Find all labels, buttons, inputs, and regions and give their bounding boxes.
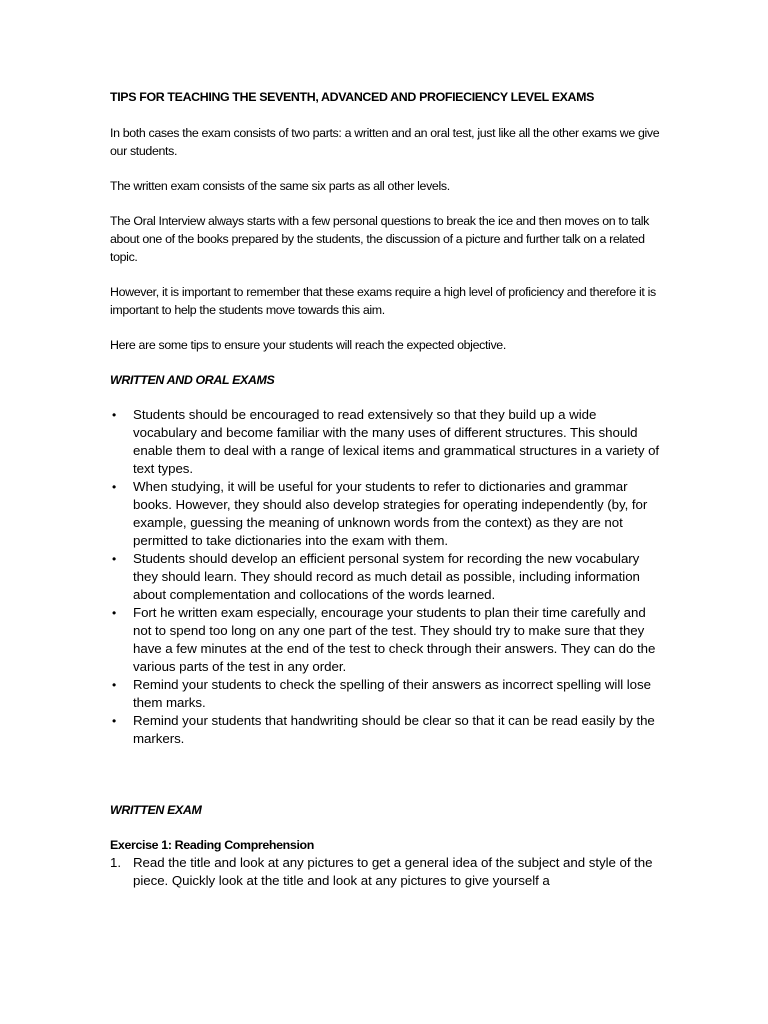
exercise-title: Exercise 1: Reading Comprehension xyxy=(110,838,314,852)
section-heading-written-oral: WRITTEN AND ORAL EXAMS xyxy=(110,373,275,387)
list-item-text: Students should be encouraged to read extensively so that they build up a wide vocabulary and become familiar with the many uses of different structures. This should enable them to deal with a range of lexical items and grammatical structures in a variety of text types. xyxy=(133,407,660,476)
paragraph-tips-intro: Here are some tips to ensure your students will reach the expected objective. xyxy=(110,338,506,352)
list-item-text: Remind your students that handwriting should be clear so that it can be read easily by the markers. xyxy=(133,713,655,746)
step-number: 1. xyxy=(110,855,121,870)
bullet-icon: • xyxy=(112,606,117,620)
paragraph-proficiency: However, it is important to remember that these exams require a high level of proficiency and therefore it is important to help the students move towards this aim. xyxy=(110,285,656,317)
list-item xyxy=(110,550,662,604)
bullet-icon: • xyxy=(112,408,117,422)
list-item-text: Remind your students to check the spelling of their answers as incorrect spelling will lose them marks. xyxy=(133,677,651,710)
bullet-icon: • xyxy=(112,678,117,692)
list-item xyxy=(110,478,662,550)
vertical-spacer xyxy=(110,748,662,801)
section-heading-written-exam: WRITTEN EXAM xyxy=(110,803,202,817)
list-item xyxy=(110,604,662,676)
bullet-icon: • xyxy=(112,552,117,566)
paragraph-intro: In both cases the exam consists of two parts: a written and an oral test, just like all the other exams we give our students. xyxy=(110,126,660,158)
step-text: Read the title and look at any pictures to get a general idea of the subject and style of the piece. Quickly look at the title and look at any pictures to give yourself a xyxy=(133,855,653,888)
bullet-icon: • xyxy=(112,714,117,728)
tips-bullet-list xyxy=(110,406,662,748)
list-item-text: Fort he written exam especially, encourage your students to plan their time carefully and not to spend too long on any one part of the test. They should try to make sure that they have a few minutes at the end of the test to check through their answers. They can do the various parts of the test in any order. xyxy=(133,605,656,674)
list-item xyxy=(110,406,662,478)
list-item xyxy=(110,676,662,712)
list-item xyxy=(110,712,662,748)
paragraph-oral-interview: The Oral Interview always starts with a few personal questions to break the ice and then moves on to talk about one of the books prepared by the students, the discussion of a picture and further talk on a related topic. xyxy=(110,214,650,264)
bullet-icon: • xyxy=(112,480,117,494)
document-title: TIPS FOR TEACHING THE SEVENTH, ADVANCED AND PROFIECIENCY LEVEL EXAMS xyxy=(110,90,595,104)
paragraph-written-exam: The written exam consists of the same six parts as all other levels. xyxy=(110,179,450,193)
list-item xyxy=(110,854,662,890)
exercise-steps-list xyxy=(110,854,662,890)
list-item-text: Students should develop an efficient personal system for recording the new vocabulary they should learn. They should record as much detail as possible, including information about complementation and collocations of the words learned. xyxy=(133,551,640,602)
list-item-text: When studying, it will be useful for your students to refer to dictionaries and grammar books. However, they should also develop strategies for operating independently (by, for example, guessing the meaning of unknown words from the context) as they are not permitted to take dictionaries into the exam with them. xyxy=(133,479,648,548)
